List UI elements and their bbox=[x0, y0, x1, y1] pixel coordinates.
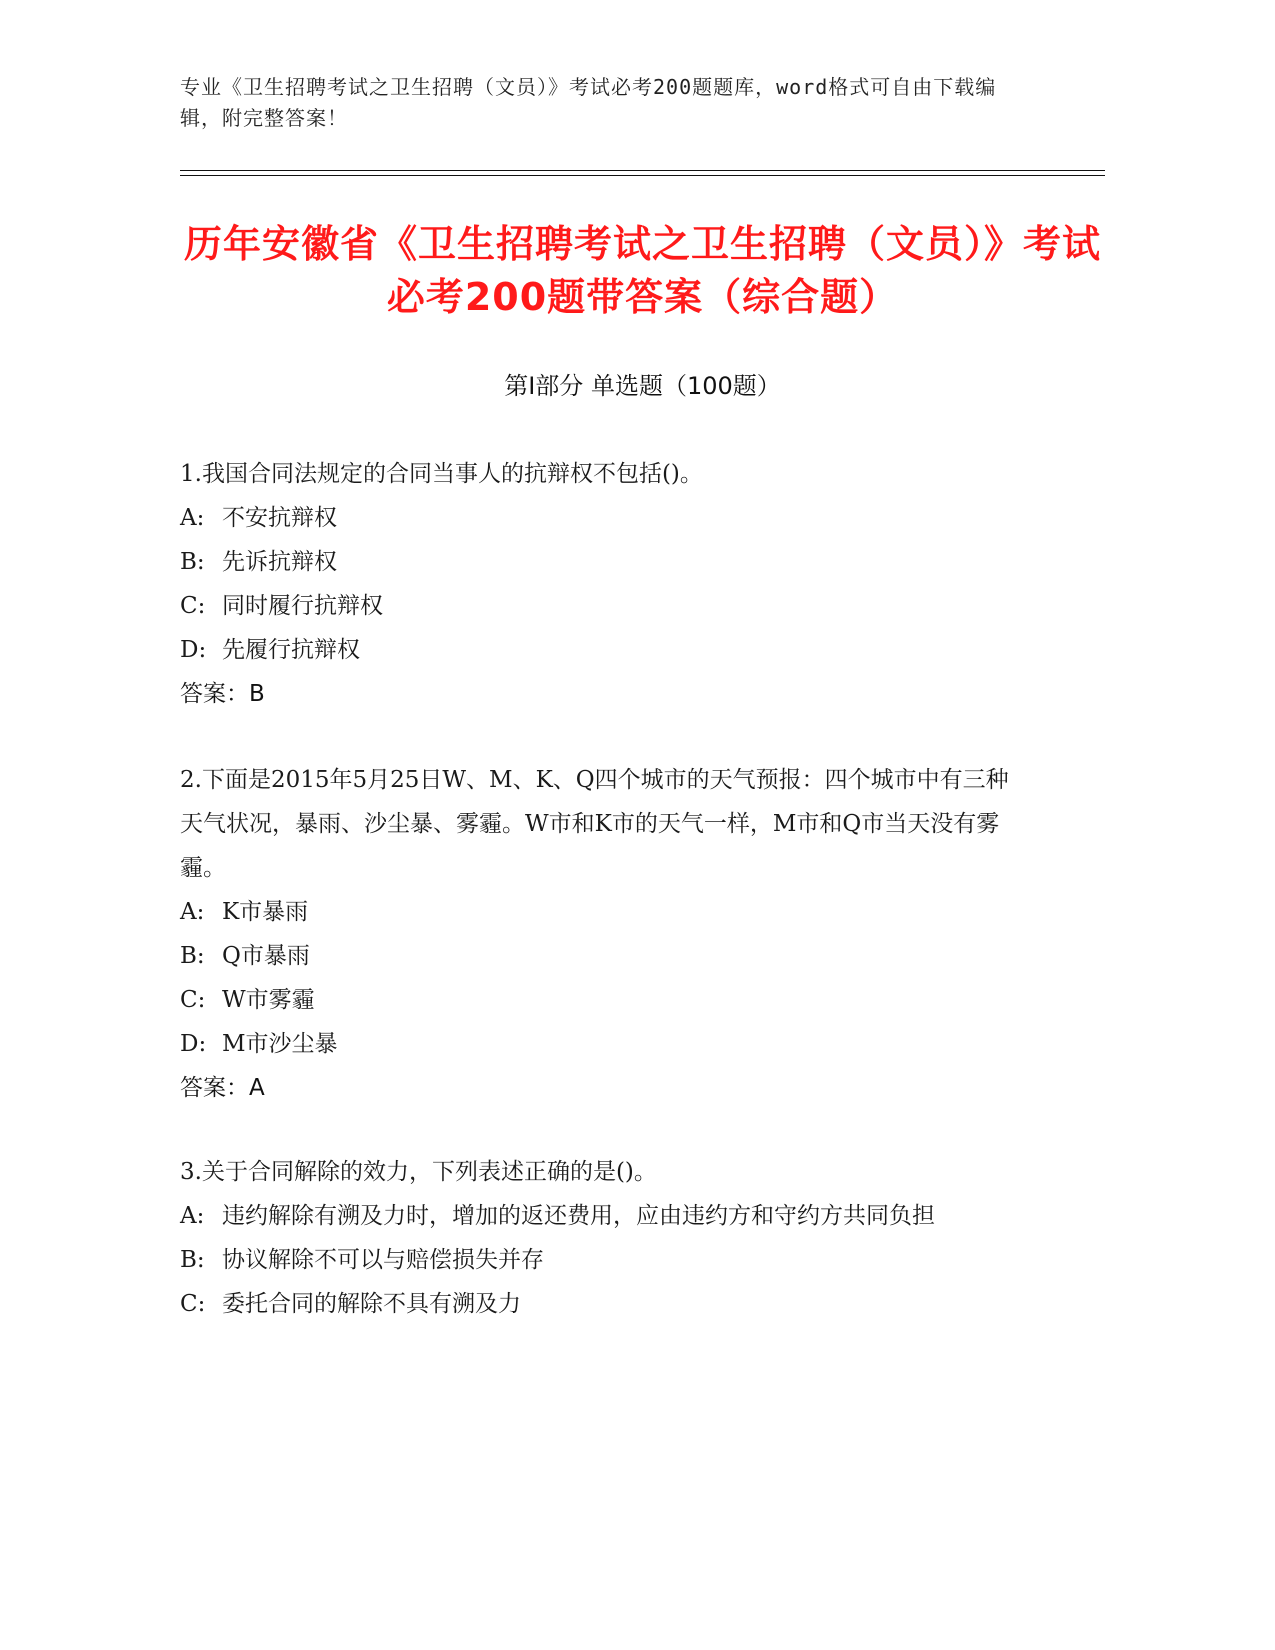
answer-line: 答案：A bbox=[180, 1075, 265, 1101]
option-key: C: bbox=[180, 1291, 206, 1317]
section-title: 第I部分 单选题（100题） bbox=[504, 372, 781, 400]
option-a bbox=[180, 496, 1025, 540]
option-c bbox=[180, 584, 1025, 628]
option-text: 同时履行抗辩权 bbox=[222, 593, 383, 619]
option-text: K市暴雨 bbox=[222, 899, 309, 925]
option-key: D: bbox=[180, 1031, 207, 1057]
option-text: 先履行抗辩权 bbox=[222, 637, 360, 663]
option-key: B: bbox=[180, 943, 205, 969]
answer-line: 答案：B bbox=[180, 681, 265, 707]
option-d bbox=[180, 1022, 1025, 1066]
header-note: 专业《卫生招聘考试之卫生招聘（文员）》考试必考200题题库，word格式可自由下载编辑，附完整答案！ bbox=[180, 75, 997, 130]
header-divider-bottom bbox=[180, 175, 1105, 176]
option-key: D: bbox=[180, 637, 207, 663]
question-stem: 1.我国合同法规定的合同当事人的抗辩权不包括()。 bbox=[180, 461, 703, 487]
option-text: M市沙尘暴 bbox=[222, 1031, 338, 1057]
option-text: 先诉抗辩权 bbox=[222, 549, 337, 575]
option-b bbox=[180, 540, 1025, 584]
option-b bbox=[180, 1238, 1025, 1282]
document-title: 历年安徽省《卫生招聘考试之卫生招聘（文员）》考试必考200题带答案（综合题） bbox=[183, 222, 1101, 319]
option-key: C: bbox=[180, 987, 206, 1013]
option-text: 委托合同的解除不具有溯及力 bbox=[222, 1291, 521, 1317]
option-text: Q市暴雨 bbox=[222, 943, 310, 969]
option-key: B: bbox=[180, 1247, 205, 1273]
question-3 bbox=[180, 1150, 1025, 1326]
option-c bbox=[180, 978, 1025, 1022]
option-a bbox=[180, 1194, 1025, 1238]
option-text: 不安抗辩权 bbox=[222, 505, 337, 531]
option-text: 违约解除有溯及力时，增加的返还费用，应由违约方和守约方共同负担 bbox=[222, 1203, 935, 1229]
option-d bbox=[180, 628, 1025, 672]
header-divider-top bbox=[180, 170, 1105, 171]
question-stem: 3.关于合同解除的效力，下列表述正确的是()。 bbox=[180, 1159, 657, 1185]
option-key: A: bbox=[180, 1203, 205, 1229]
option-a bbox=[180, 890, 1025, 934]
question-1 bbox=[180, 452, 1025, 716]
option-key: A: bbox=[180, 505, 205, 531]
option-key: B: bbox=[180, 549, 205, 575]
option-key: A: bbox=[180, 899, 205, 925]
option-b bbox=[180, 934, 1025, 978]
option-c bbox=[180, 1282, 1025, 1326]
option-text: 协议解除不可以与赔偿损失并存 bbox=[222, 1247, 544, 1273]
question-stem: 2.下面是2015年5月25日W、M、K、Q四个城市的天气预报：四个城市中有三种天气状况，暴雨、沙尘暴、雾霾。W市和K市的天气一样，M市和Q市当天没有雾霾。 bbox=[180, 767, 1009, 881]
option-key: C: bbox=[180, 593, 206, 619]
option-text: W市雾霾 bbox=[222, 987, 315, 1013]
question-2 bbox=[180, 758, 1025, 1110]
